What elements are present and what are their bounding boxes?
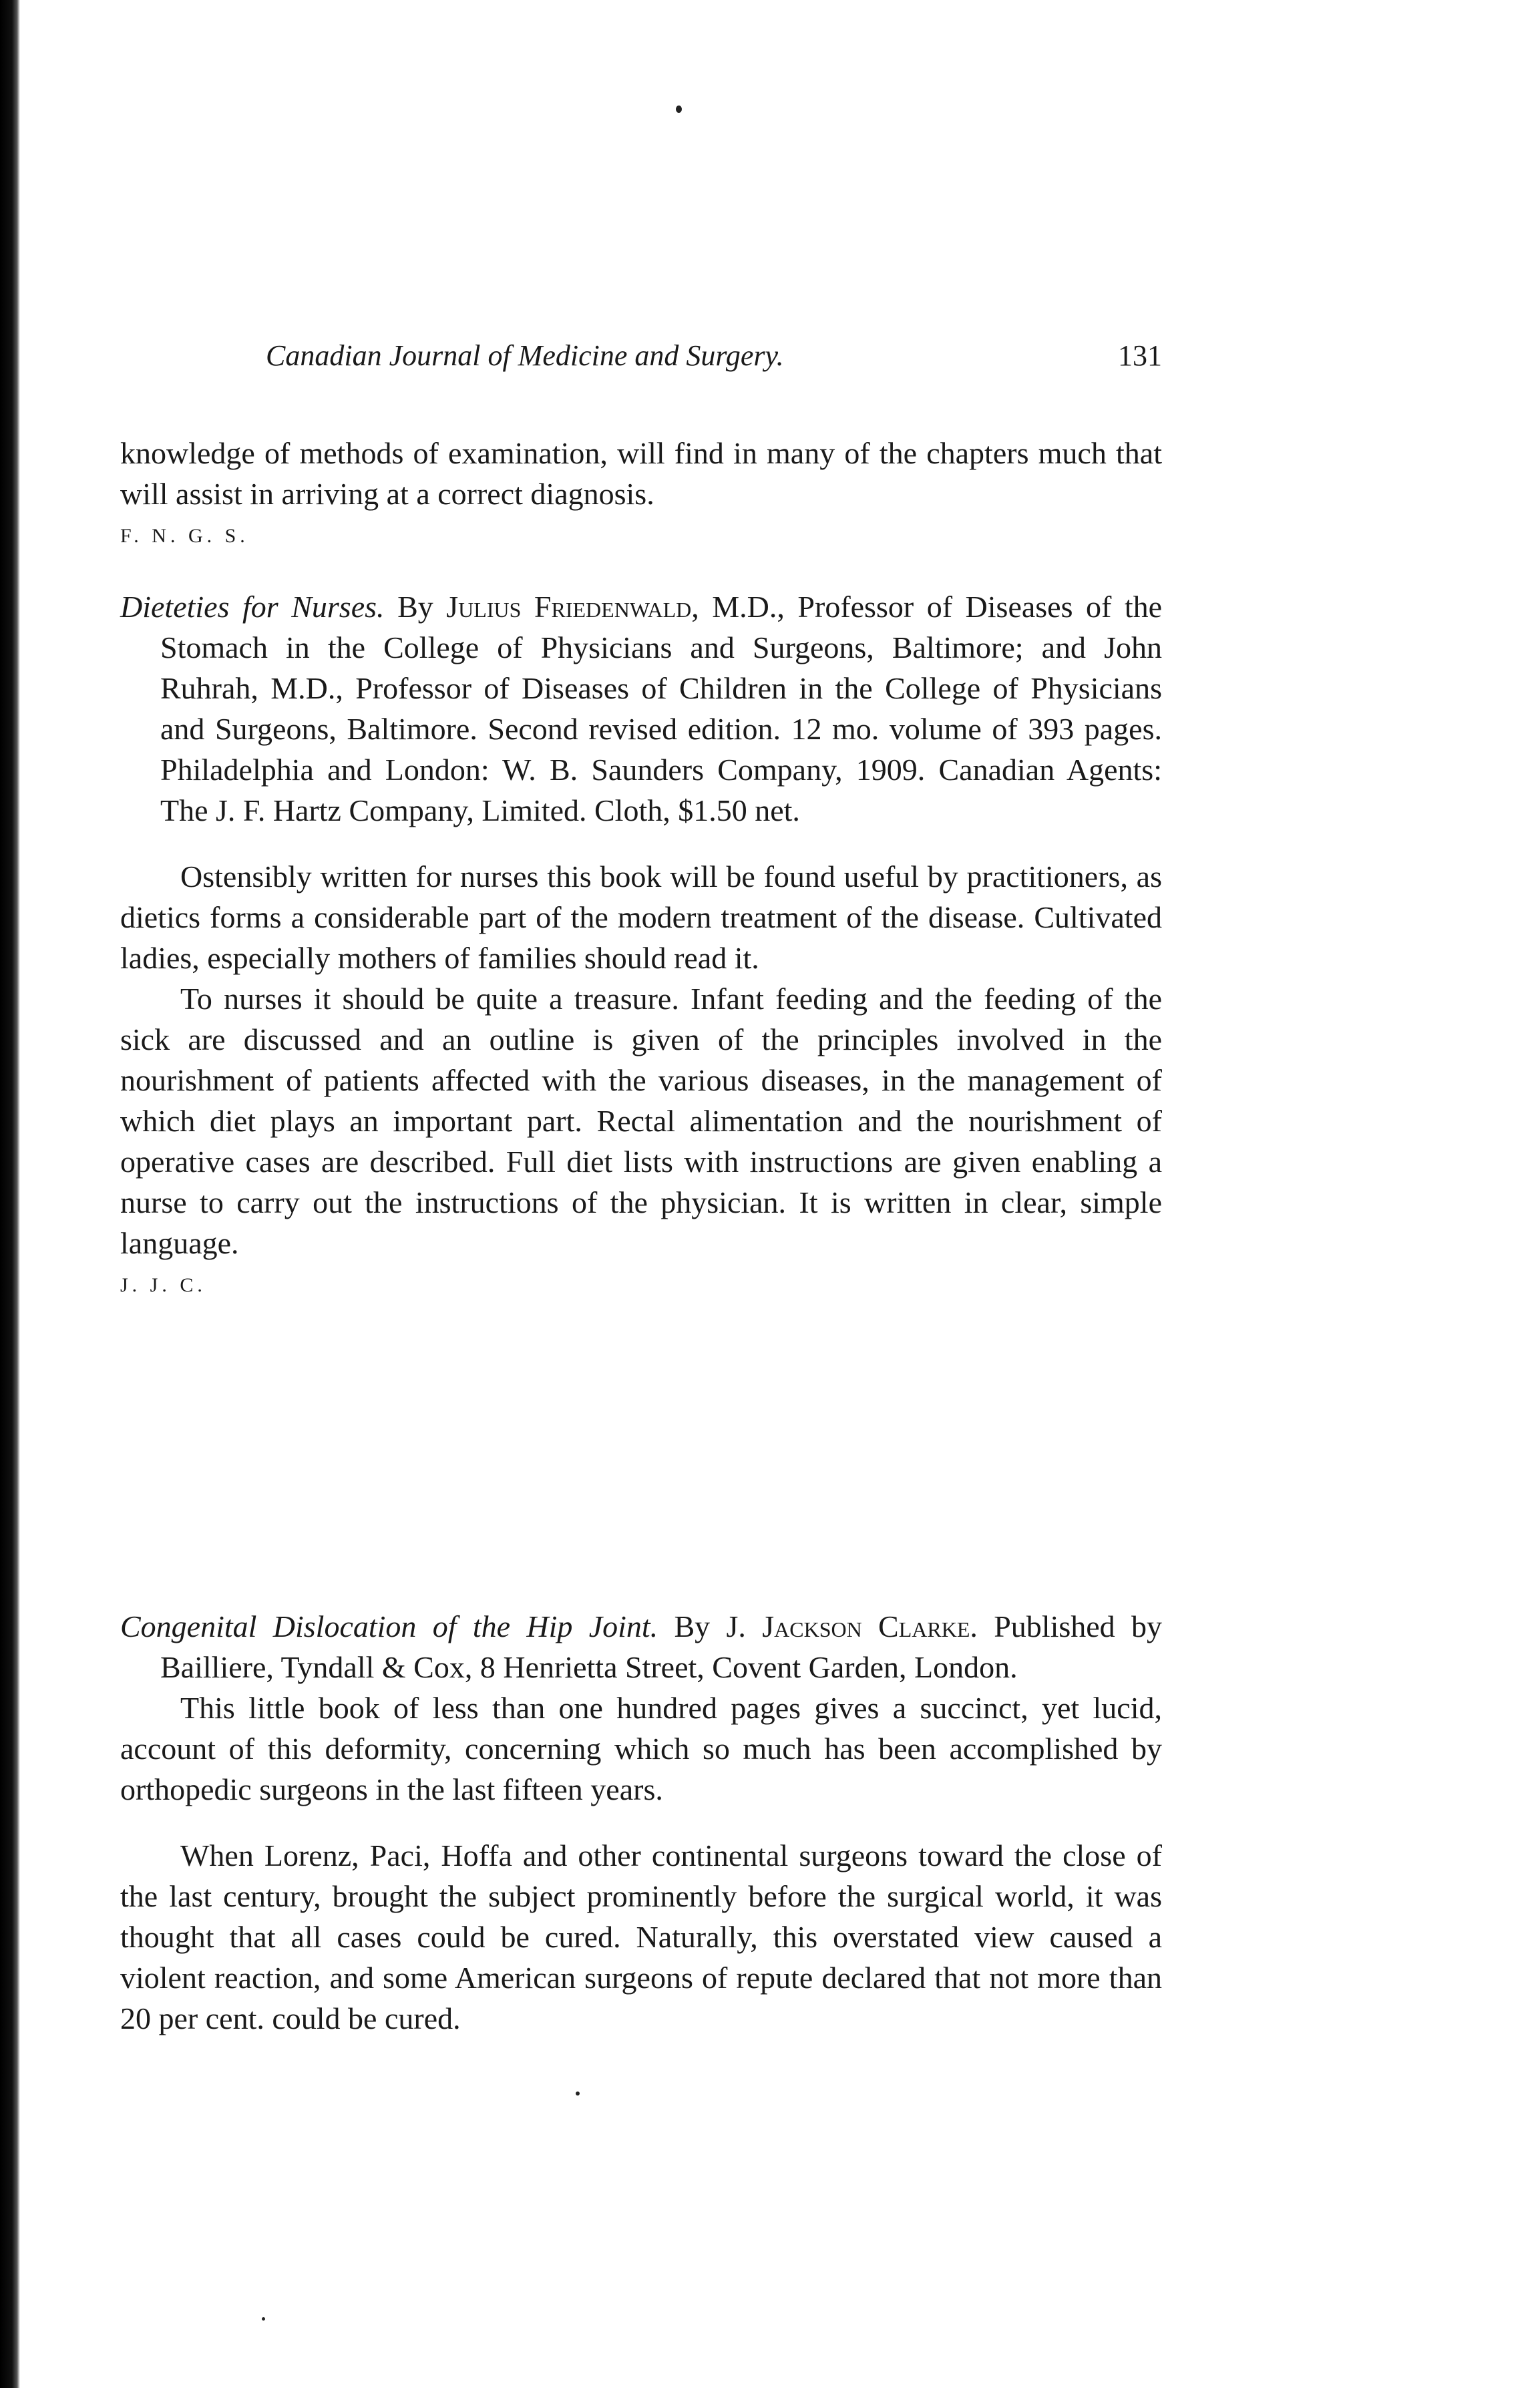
review-3-paragraph-1: This little book of less than one hundred pages gives a succinct, yet lucid, account of this deformity, concerning which so much has been accomplished by orthopedic surgeons in the last fifteen years.: [120, 1691, 1162, 1806]
ink-speck: [676, 106, 682, 113]
review-2-paragraph-1: Ostensibly written for nurses this book will be found useful by practitioners, as dietics forms a considerable part of the modern treatment of the disease. Cultivated ladies, especially mothers of families should read it.: [120, 859, 1162, 975]
review-1-signature: F. N. G. S.: [120, 525, 249, 547]
review-1: [120, 433, 1162, 556]
review-3-book-title: Congenital Dislocation of the Hip Joint.: [120, 1609, 658, 1643]
ink-speck: [576, 2092, 580, 2096]
review-3-paragraph-2: When Lorenz, Paci, Hoffa and other continental surgeons toward the close of the last century, brought the subject prominently before the surgical world, it was thought that all cases could be cured. Naturally, this overstated view caused a violent reaction, and some American surgeons of repute declared that not more than 20 per cent. could be cured.: [120, 1838, 1162, 2035]
review-3-citation-entry: [120, 1606, 1162, 1687]
review-3-by: By J.: [674, 1609, 746, 1643]
review-2-signature: J. J. C.: [120, 1274, 206, 1296]
review-3-citation: Published by Bailliere, Tyndall & Cox, 8 Henrietta Street, Covent Garden, London.: [160, 1609, 1162, 1684]
page-number: 131: [1118, 339, 1162, 372]
review-3-author: Jackson Clarke.: [762, 1609, 978, 1643]
journal-title: Canadian Journal of Medicine and Surgery.: [266, 339, 784, 372]
review-2: [120, 586, 1162, 1306]
review-2-citation: M.D., Professor of Diseases of the Stomach in the College of Physicians and Surgeons, Baltimore; and John Ruhrah, M.D., Professor of Diseases of Children in the College of Physicians and Surgeons, Baltimore. Second revised edition. 12 mo. volume of 393 pages. Philadelphia and London: W. B. Saunders Company, 1909. Canadian Agents: The J. F. Hartz Company, Limited. Cloth, $1.50 net.: [160, 590, 1163, 827]
review-2-author: Julius Friedenwald,: [446, 590, 699, 624]
binding-edge: [0, 0, 20, 2388]
ink-speck: [262, 2317, 265, 2321]
review-1-text: knowledge of methods of examination, will find in many of the chapters much that will assist in arriving at a correct diagnosis.: [120, 436, 1162, 511]
running-head: [266, 337, 1162, 375]
review-2-by: By: [397, 590, 433, 624]
review-2-paragraph-2: To nurses it should be quite a treasure. Infant feeding and the feeding of the sick are discussed and an outline is given of the principles involved in the nourishment of patients affected with the various diseases, in the management of which diet plays an important part. Rectal alimentation and the nourishment of operative cases are described. Full diet lists with instructions are given enabling a nurse to carry out the instructions of the physician. It is written in clear, simple language.: [120, 982, 1162, 1260]
review-2-citation-entry: [120, 586, 1162, 831]
review-2-book-title: Dieteties for Nurses.: [120, 590, 385, 624]
review-3: [120, 1606, 1162, 2039]
